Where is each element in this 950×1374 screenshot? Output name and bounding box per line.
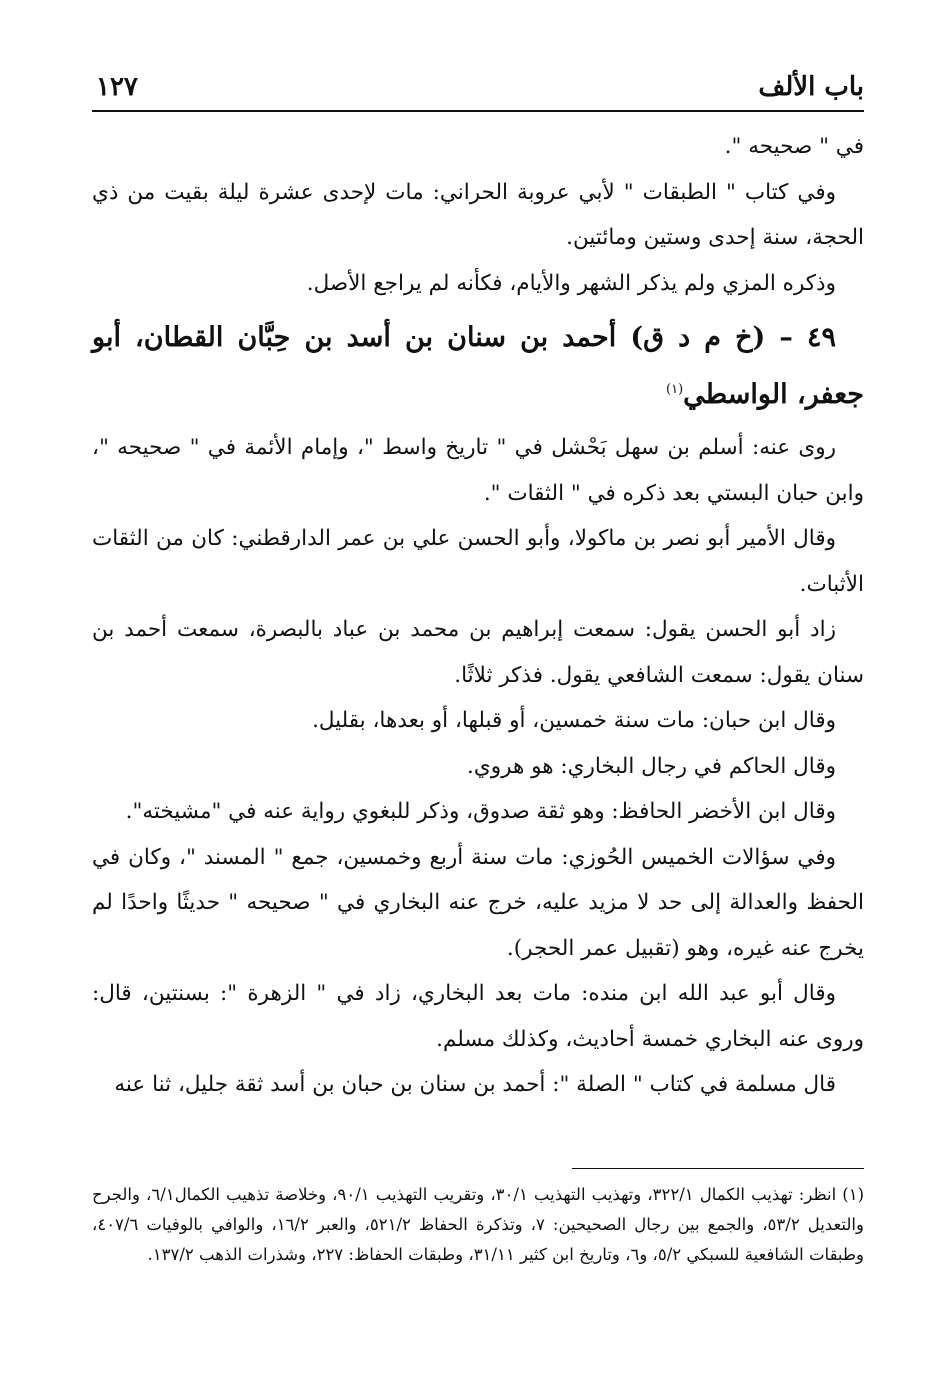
main-text [92, 124, 864, 1108]
chapter-title: باب الألف [758, 72, 864, 102]
paragraph: وذكره المزي ولم يذكر الشهر والأيام، فكأنه لم يراجع الأصل. [306, 270, 836, 296]
entry-heading [92, 312, 864, 421]
page-number: ١٢٧ [96, 72, 138, 102]
paragraph: وقال الحاكم في رجال البخاري: هو هروي. [467, 753, 836, 779]
paragraph: زاد أبو الحسن يقول: سمعت إبراهيم بن محمد بن عباد بالبصرة، سمعت أحمد بن سنان يقول: سمعت الشافعي يقول. فذكر ثلاثًا. [92, 617, 864, 688]
footnote-divider [572, 1168, 864, 1169]
running-header [92, 68, 864, 112]
paragraph: وقال ابن حبان: مات سنة خمسين، أو قبلها، أو بعدها، بقليل. [312, 708, 836, 733]
paragraph: في " صحيحه ". [724, 134, 864, 159]
paragraph: وقال الأمير أبو نصر بن ماكولا، وأبو الحسن علي بن عمر الدارقطني: كان من الثقات الأثبات. [92, 526, 864, 597]
footnote: (١) انظر: تهذيب الكمال ٣٢٢/١، وتهذيب التهذيب ٣٠/١، وتقريب التهذيب ٩٠/١، وخلاصة تذهيب الكمال٦/١، والجرح والتعديل ٥٣/٢، والجمع بين رجال الصحيحين: ٧، وتذكرة الحفاظ ٥٢١/٢، والعبر ١٦/٢، والوافي بالوفيات ٤٠٧/٦، وطبقات الشافعية للسبكي ٥/٢، و٦، وتاريخ ابن كثير ٣١/١١، وطبقات الحفاظ: ٢٢٧، وشذرات الذهب ١٣٧/٢. [92, 1185, 864, 1264]
entry-heading-text: ٤٩ – (خ م د ق) أحمد بن سنان بن أسد بن حِبَّان القطان، أبو جعفر، الواسطي [92, 322, 864, 410]
paragraph: وقال ابن الأخضر الحافظ: وهو ثقة صدوق، وذكر للبغوي رواية عنه في "مشيخته". [125, 799, 836, 824]
paragraph: قال مسلمة في كتاب " الصلة ": أحمد بن سنان بن حبان بن أسد ثقة جليل، ثنا عنه [114, 1072, 836, 1097]
footnote-ref: (١) [666, 382, 684, 397]
paragraph: وفي سؤالات الخميس الحُوزي: مات سنة أربع وخمسين، جمع " المسند "، وكان في الحفظ والعدالة إلى حد لا مزيد عليه، خرج عنه البخاري في " صحيحه " حديثًا واحدًا لم يخرج عنه غيره، وهو (تقبيل عمر الحجر). [92, 844, 864, 961]
footnotes [92, 1180, 864, 1270]
paragraph: وفي كتاب " الطبقات " لأبي عروبة الحراني: مات لإحدى عشرة ليلة بقيت من ذي الحجة، سنة إحدى وستين ومائتين. [92, 179, 864, 250]
paragraph: روى عنه: أسلم بن سهل بَحْشل في " تاريخ واسط "، وإمام الأئمة في " صحيحه "، وابن حبان البستي بعد ذكره في " الثقات ". [92, 435, 864, 506]
paragraph: وقال أبو عبد الله ابن منده: مات بعد البخاري، زاد في " الزهرة ": بسنتين، قال: وروى عنه البخاري خمسة أحاديث، وكذلك مسلم. [92, 981, 864, 1052]
